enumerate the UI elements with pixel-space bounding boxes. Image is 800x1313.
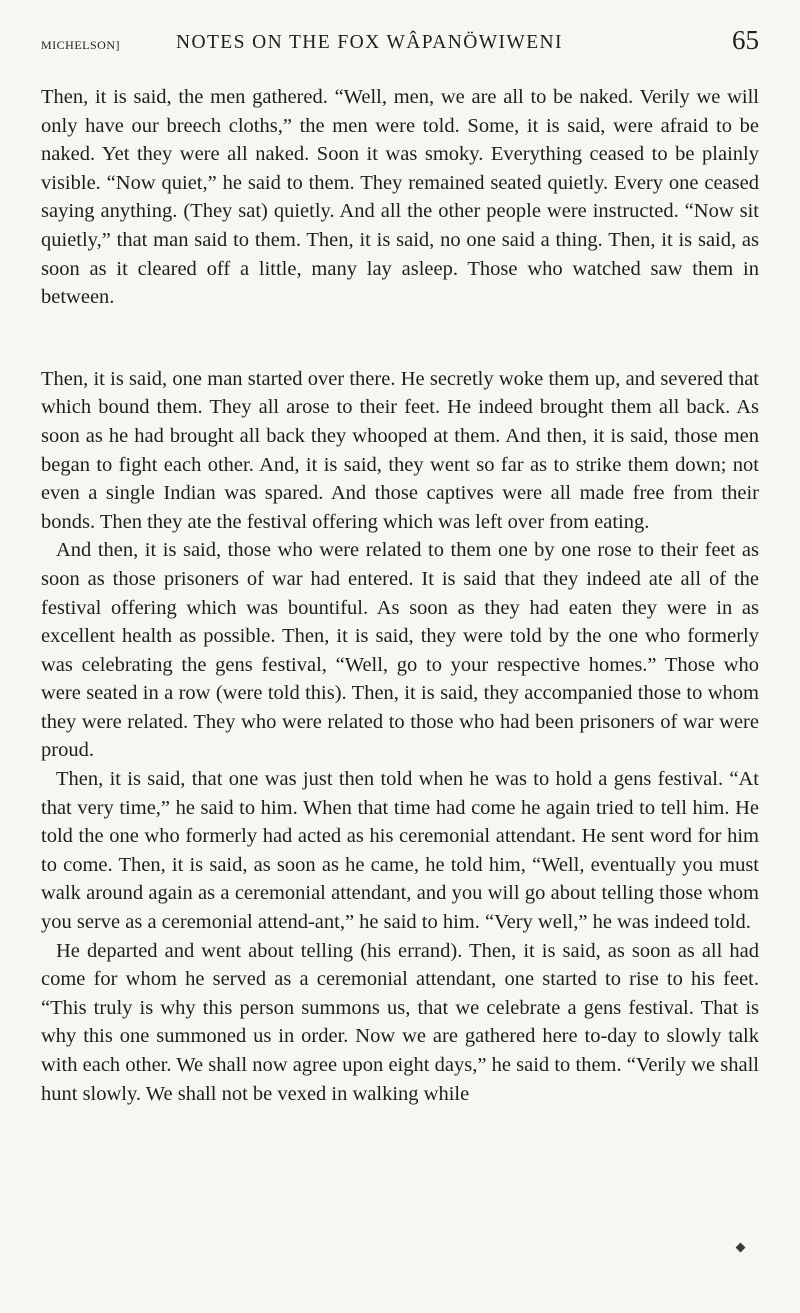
ink-mark (736, 1243, 746, 1253)
running-head-title: NOTES ON THE FOX WÂPANÖWIWENI (176, 32, 563, 53)
paragraph-5: He departed and went about telling (his errand). Then, it is said, as soon as all had come for whom he served as a ceremonial attendant, one started to rise to his feet. “This truly is why this person summons us, that we celebrate a gens festival. That is why this one summoned us in order. Now we are gathered here to-day to slowly talk with each other. We shall now agree upon eight days,” he said to them. “Verily we shall hunt slowly. We shall not be vexed in walking while (41, 939, 759, 1105)
paragraph-3: And then, it is said, those who were related to them one by one rose to their feet as soon as those prisoners of war had entered. It is said that they indeed ate all of the festival offering which was bountiful. As soon as they had eaten they were in as excellent health as possible. Then, it is said, they were told by the one who formerly was celebrating the gens festival, “Well, go to your respective homes.” Those who were seated in a row (were told this). Then, it is said, they accompanied those to whom they were related. They who were related to those who had been prisoners of war were proud. (41, 539, 759, 762)
paragraph-2: Then, it is said, one man started over there. He secretly woke them up, and severed that which bound them. They all arose to their feet. He indeed brought them all back. As soon as he had brought all back they whooped at them. And then, it is said, those men began to fight each other. And, it is said, they went so far as to strike them down; not even a single Indian was spared. And those captives were all made free from their bonds. Then they ate the festival offering which was left over from eating. (41, 367, 759, 533)
body-text (41, 83, 759, 1108)
page-number: 65 (732, 25, 759, 55)
paragraph-1: Then, it is said, the men gathered. “Well, men, we are all to be naked. Verily we will only have our breech cloths,” the men were told. Some, it is said, were afraid to be naked. Yet they were all naked. Soon it was smoky. Everything ceased to be plainly visible. “Now quiet,” he said to them. They remained seated quietly. Every one ceased saying anything. (They sat) quietly. And all the other people were instructed. “Now sit quietly,” that man said to them. Then, it is said, no one said a thing. Then, it is said, as soon as it cleared off a little, many lay asleep. Those who watched saw them in between. (41, 86, 759, 309)
running-head-author: MICHELSON] (41, 38, 120, 52)
running-head (41, 24, 759, 64)
paragraph-4: Then, it is said, that one was just then told when he was to hold a gens festival. “At that very time,” he said to him. When that time had come he again tried to tell him. He told the one who formerly had acted as his ceremonial attendant. He sent word for him to come. Then, it is said, as soon as he came, he told him, “Well, eventually you must walk around again as a ceremonial attendant, and you will go about telling those whom you serve as a ceremonial attend-ant,” he said to him. “Very well,” he was indeed told. (41, 768, 759, 934)
